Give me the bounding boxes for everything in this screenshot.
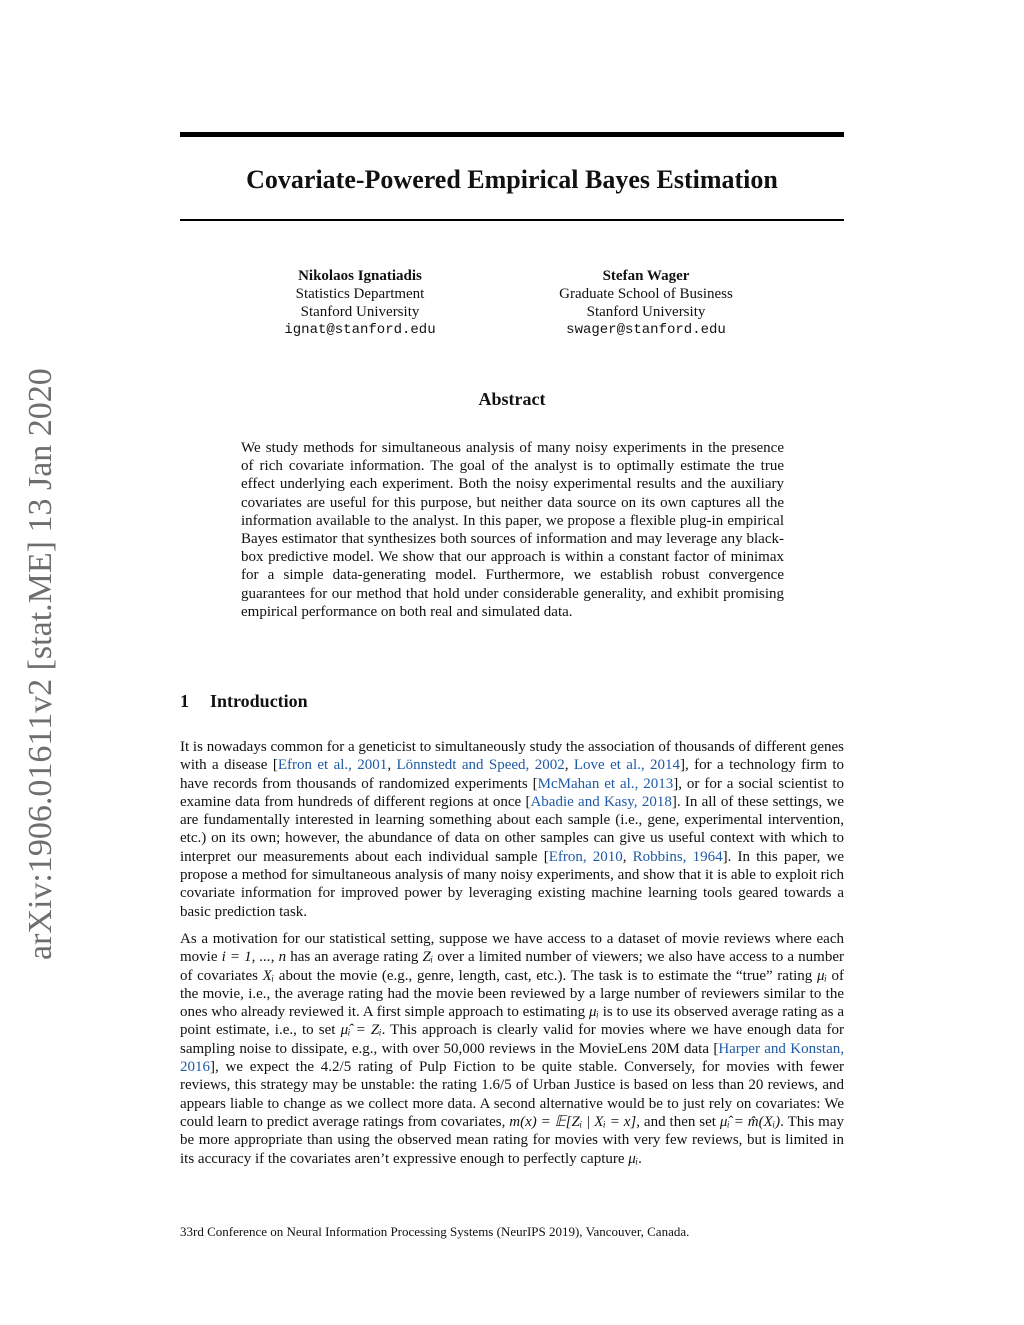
text-run: , (622, 848, 633, 865)
author-block-2 (496, 267, 796, 339)
citation-link[interactable]: Love et al., 2014 (573, 757, 681, 774)
citation-link[interactable]: Lönnstedt and Speed, 2002 (396, 757, 565, 774)
author-name: Nikolaos Ignatiadis (298, 268, 422, 284)
citation-link[interactable]: Harper and Konstan, 2016 (180, 1040, 844, 1076)
text-run: . This may be more appropriate than using the observed mean rating for movies with very few reviews, but is limited in its accuracy if the covariates aren’t expressive enough to perfectly capture (180, 1113, 844, 1167)
math-inline: Zᵢ (422, 949, 434, 966)
intro-paragraph-2 (180, 930, 844, 1168)
arxiv-identifier-stamp: arXiv:1906.01611v2 [stat.ME] 13 Jan 2020 (22, 368, 59, 960)
author-affiliation: Stanford University (586, 304, 706, 320)
text-run: As a motivation for our statistical setting, suppose we have access to a dataset of movie reviews where each movie (180, 931, 844, 966)
text-run: of the movie, i.e., the average rating had the movie been reviewed by a large number of reviewers similar to the ones who already reviewed it. A first simple approach to estimating (180, 967, 845, 1021)
text-run: , (564, 757, 574, 774)
citation-link[interactable]: Abadie and Kasy, 2018 (530, 793, 672, 810)
math-inline: μᵢ (816, 967, 827, 984)
text-run: ]. In this paper, we propose a method for simultaneous analysis of many noisy experiments, and show that it is able to exploit rich covariate information for improved power by leveraging existing machine learning tools geared towards a basic prediction task. (180, 848, 845, 920)
title-rule-top (180, 132, 844, 137)
author-email: ignat@stanford.edu (284, 322, 436, 338)
section-title: Introduction (210, 691, 308, 711)
text-run: is to use its observed average rating as a point estimate, i.e., to set (180, 1004, 844, 1039)
citation-link[interactable]: Efron, 2010 (548, 848, 623, 865)
section-heading-introduction (180, 689, 308, 713)
math-inline: m(x) = 𝔼[Zᵢ | Xᵢ = x] (509, 1113, 637, 1130)
text-run: over a limited number of viewers; we also have access to a number of covariates (180, 949, 844, 984)
text-run: ], or for a social scientist to examine data from hundreds of different regions at once [ (180, 775, 844, 810)
author-department: Statistics Department (295, 286, 425, 302)
citation-link[interactable]: Robbins, 1964 (632, 848, 723, 865)
title-rule-bottom (180, 219, 844, 221)
author-email: swager@stanford.edu (566, 322, 726, 338)
text-run: has an average rating (286, 949, 423, 966)
text-run: about the movie (e.g., genre, length, cast, etc.). The task is to estimate the “true” rating (274, 967, 817, 984)
intro-paragraph-1 (180, 738, 844, 921)
abstract-text: We study methods for simultaneous analysis of many noisy experiments in the presence of rich covariate information. The goal of the analyst is to optimally estimate the true effect underlying each experiment. Both the noisy experimental results and the auxiliary covariates are useful for this purpose, but neither data source on its own captures all the information available to the analyst. In this paper, we propose a flexible plug-in empirical Bayes estimator that synthesizes both sources of information and may leverage any black-box predictive model. We show that our approach is within a constant factor of minimax for a simple data-generating model. Furthermore, we establish robust convergence guarantees for our method that hold under considerable generality, and exhibit promising empirical performance on both real and simulated data. (241, 440, 784, 620)
author-department: Graduate School of Business (559, 286, 733, 302)
author-affiliation: Stanford University (300, 304, 420, 320)
math-inline: μᵢ (628, 1150, 639, 1167)
text-run: , (387, 757, 397, 774)
conference-footnote: 33rd Conference on Neural Information Processing Systems (NeurIPS 2019), Vancouver, Canada. (180, 1224, 690, 1239)
text-run: , and then set (636, 1113, 720, 1130)
paper-title: Covariate-Powered Empirical Bayes Estimation (246, 165, 778, 194)
math-inline: μ̂ᵢ = m̂(Xᵢ) (719, 1113, 781, 1130)
math-inline: i = 1, ..., n (221, 949, 287, 966)
math-inline: μ̂ᵢ = Zᵢ (340, 1022, 382, 1039)
text-run: ], we expect the 4.2/5 rating of Pulp Fiction to be quite stable. Conversely, for movies with fewer reviews, this strategy may be unstable: the rating 1.6/5 of Urban Justice is based on less than 20 reviews, and appears liable to change as we collect more data. A second alternative would be to just rely on covariates: We could learn to predict average ratings from covariates, (180, 1059, 844, 1130)
citation-link[interactable]: Efron et al., 2001 (277, 757, 388, 774)
text-run: . This approach is clearly valid for movies where we have enough data for sampling noise to dissipate, e.g., with over 50,000 reviews in the MovieLens 20M data [ (180, 1022, 844, 1057)
text-run: ]. In all of these settings, we are fundamentally interested in learning something about each sample (i.e., gene, experimental intervention, etc.) on its own; however, the abundance of data on other samples can give us useful context with which to interpret our measurements about each individual sample [ (180, 793, 845, 865)
citation-link[interactable]: McMahan et al., 2013 (537, 775, 674, 792)
text-run: It is nowadays common for a geneticist to simultaneously study the association of thousands of different genes with a disease [ (180, 739, 844, 774)
math-inline: μᵢ (588, 1004, 599, 1021)
section-number: 1 (180, 691, 189, 711)
author-block-1 (210, 267, 510, 339)
text-run: . (638, 1150, 642, 1167)
math-inline: Xᵢ (262, 967, 275, 984)
author-name: Stefan Wager (602, 268, 690, 284)
abstract-heading: Abstract (478, 389, 546, 409)
text-run: ], for a technology firm to have records from thousands of randomized experiments [ (180, 757, 845, 792)
